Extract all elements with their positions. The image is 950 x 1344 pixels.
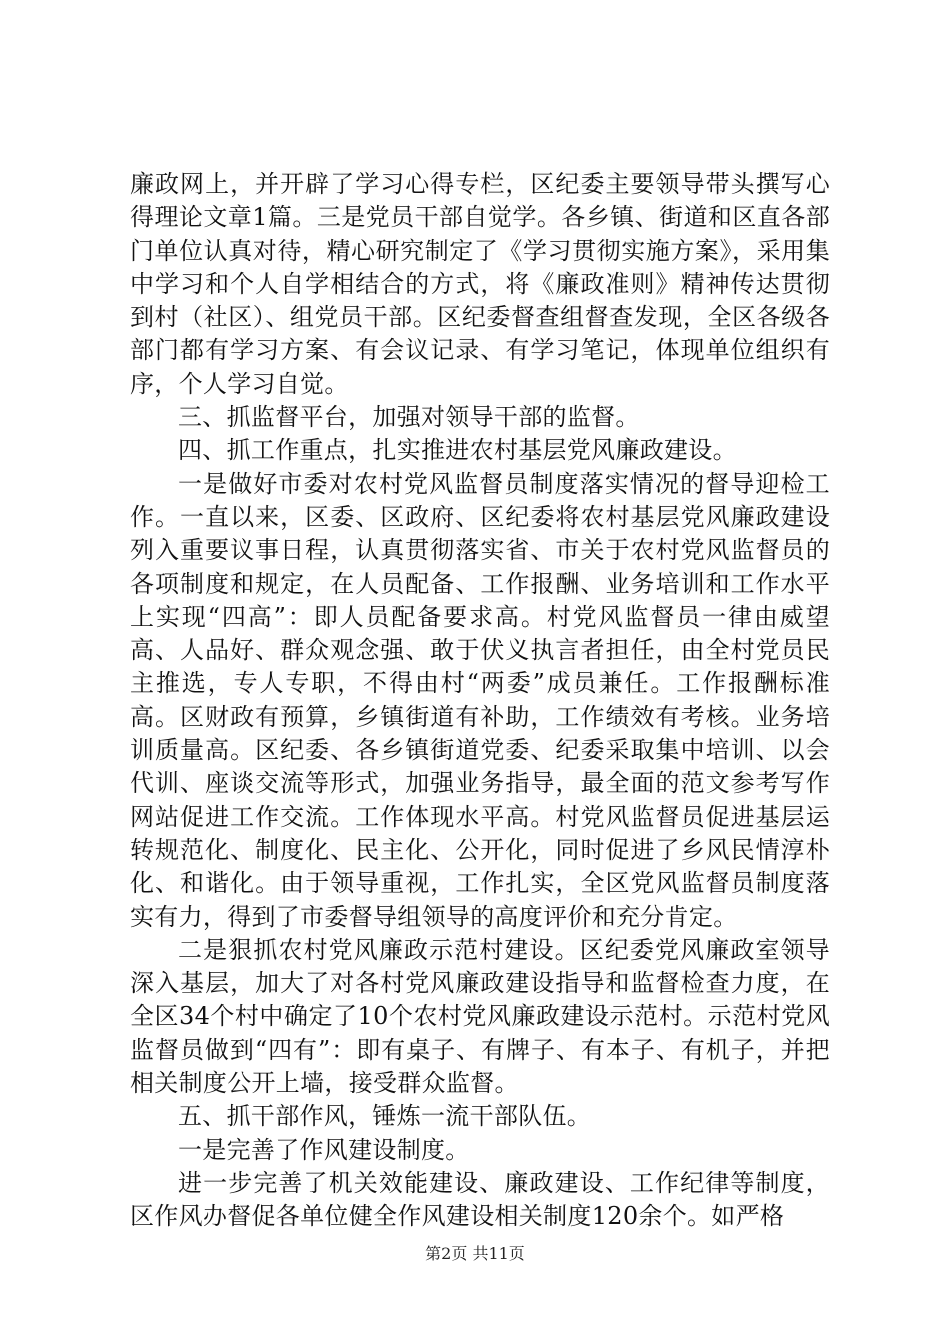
paragraph-6: 五、抓干部作风，锤炼一流干部队伍。	[178, 1102, 592, 1131]
paragraph-5: 二是狠抓农村党风廉政示范村建设。区纪委党风廉政室领导深入基层，加大了对各村党风廉政建设指导和监督检查力度，在全区34个村中确定了10个农村党风廉政建设示范村。示范村党风监督员做到“四有”：即有桌子、有牌子、有本子、有机子，并把相关制度公开上墙，接受群众监督。	[130, 935, 830, 1098]
paragraph-3: 四、抓工作重点，扎实推进农村基层党风廉政建设。	[178, 436, 737, 465]
page-footer	[0, 1244, 950, 1264]
paragraph-1: 廉政网上，并开辟了学习心得专栏，区纪委主要领导带头撰写心得理论文章1篇。三是党员干部自觉学。各乡镇、街道和区直各部门单位认真对待，精心研究制定了《学习贯彻实施方案》，采用集中学习和个人自学相结合的方式，将《廉政准则》精神传达贯彻到村（社区）、组党员干部。区纪委督查组督查发现，全区各级各部门都有学习方案、有会议记录、有学习笔记，体现单位组织有序，个人学习自觉。	[130, 170, 830, 398]
paragraph-2: 三、抓监督平台，加强对领导干部的监督。	[178, 403, 640, 432]
paragraph-8: 进一步完善了机关效能建设、廉政建设、工作纪律等制度，区作风办督促各单位健全作风建设相关制度120余个。如严格	[130, 1168, 830, 1231]
page-number: 第2页 共11页	[425, 1244, 525, 1263]
paragraph-7: 一是完善了作风建设制度。	[178, 1135, 470, 1164]
body-text	[130, 168, 830, 1234]
paragraph-4: 一是做好市委对农村党风监督员制度落实情况的督导迎检工作。一直以来，区委、区政府、区纪委将农村基层党风廉政建设列入重要议事日程，认真贯彻落实省、市关于农村党风监督员的各项制度和规定，在人员配备、工作报酬、业务培训和工作水平上实现“四高”：即人员配备要求高。村党风监督员一律由威望高、人品好、群众观念强、敢于伏义执言者担任，由全村党员民主推选，专人专职，不得由村“两委”成员兼任。工作报酬标准高。区财政有预算，乡镇街道有补助，工作绩效有考核。业务培训质量高。区纪委、各乡镇街道党委、纪委采取集中培训、以会代训、座谈交流等形式，加强业务指导，最全面的范文参考写作网站促进工作交流。工作体现水平高。村党风监督员促进基层运转规范化、制度化、民主化、公开化，同时促进了乡风民情淳朴化、和谐化。由于领导重视，工作扎实，全区党风监督员制度落实有力，得到了市委督导组领导的高度评价和充分肯定。	[130, 469, 830, 931]
